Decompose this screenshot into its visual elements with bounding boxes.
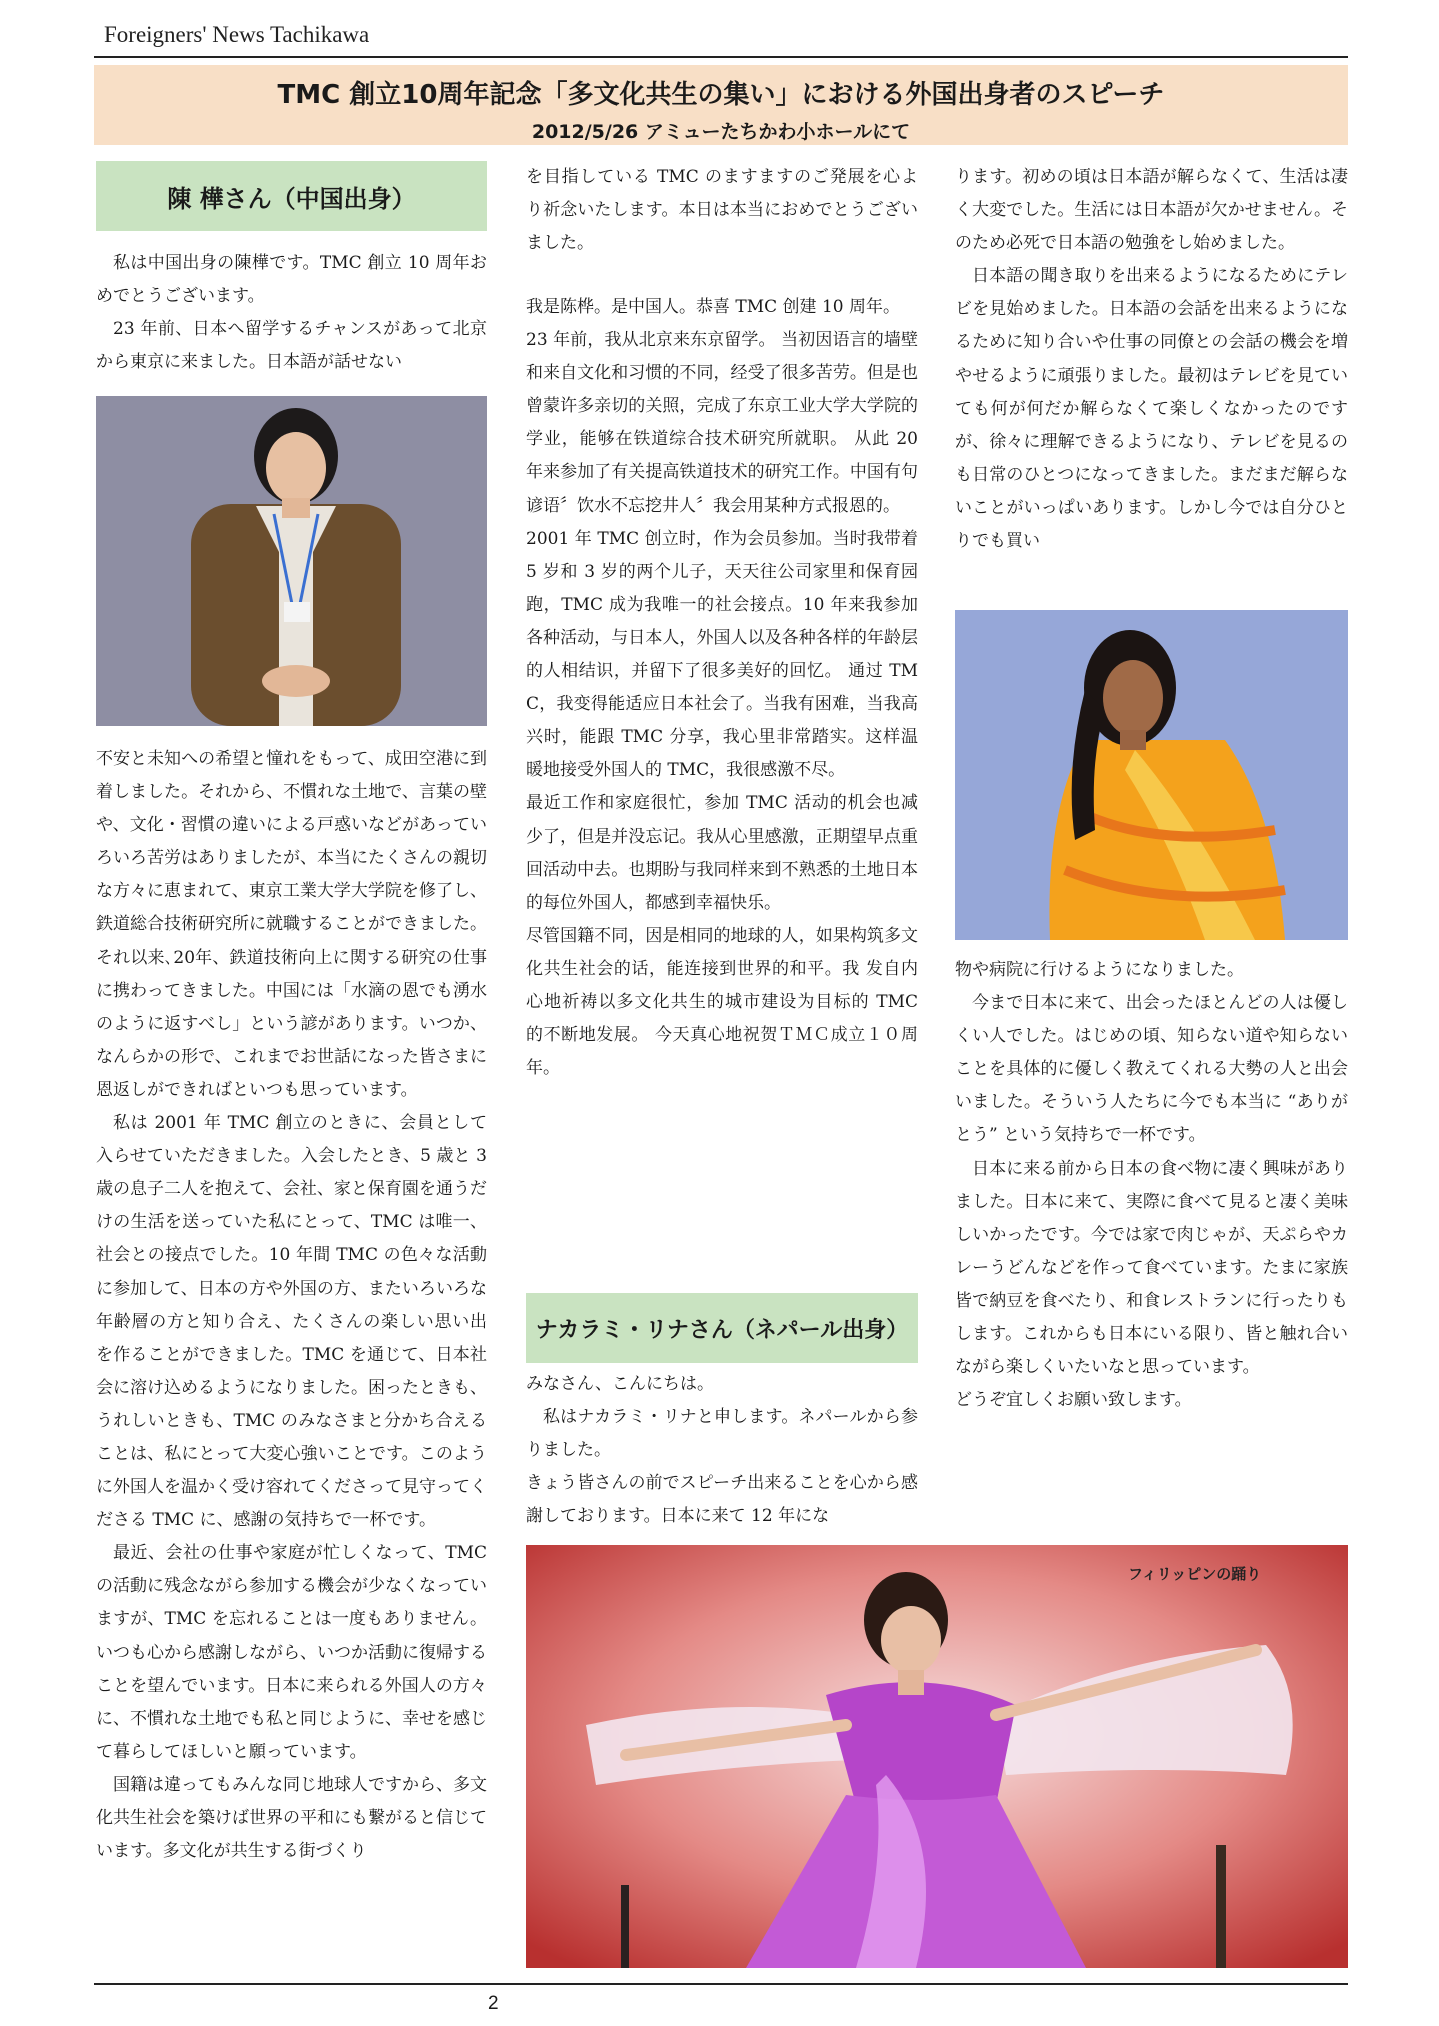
speaker1-closing [526, 161, 918, 260]
paragraph: 私は中国出身の陳樺です。TMC 創立 10 周年おめでとうございます。 [96, 253, 487, 307]
paragraph: 最近、会社の仕事や家庭が忙しくなって、TMC の活動に残念ながら参加する機会が少なくなっていますが、TMC を忘れることは一度もありません。いつも心から感謝しながら、いつか活動に復帰することを望んでいます。日本に来られる外国人の方々に、不慣れな土地でも私と同じように、幸せを感じて暮らしてほしいと願っています。 [96, 1543, 487, 1762]
paragraph: 今まで日本に来て、出会ったほとんどの人は優しくい人でした。はじめの頃、知らない道や知らないことを具体的に優しく教えてくれる大勢の人と出会いました。そういう人たちに今でも本当に “ありがとう” という気持ちで一杯です。 [955, 993, 1348, 1146]
paragraph: 国籍は違ってもみんな同じ地球人ですから、多文化共生社会を築けば世界の平和にも繋がると信じています。多文化が共生する街づくり [96, 1774, 487, 1862]
title-banner [94, 65, 1348, 145]
paragraph: 日本語の聞き取りを出来るようになるためにテレビを見始めました。日本語の会話を出来るようになるために知り合いや仕事の同僚との会話の機会を増やせるように頑張りました。最初はテレビを見ていても何が何だか解らなくて楽しくなかったのですが、徐々に理解できるようになり、テレビを見るのも日常のひとつになってきました。まだまだ解らないことがいっぱいあります。しかし今では自分ひとりでも買い [955, 266, 1348, 552]
bottom-rule [94, 1983, 1348, 1985]
paragraph: 私はナカラミ・リナと申します。ネパールから参りました。 [526, 1407, 918, 1461]
article-subtitle: 2012/5/26 アミューたちかわ小ホールにて [531, 121, 911, 143]
speaker1-body [96, 743, 487, 1868]
speaker1-intro [96, 247, 487, 379]
paragraph: 2001 年 TMC 创立时，作为会员参加。当时我带着 5 岁和 3 岁的两个儿子，天天往公司家里和保育园跑，TMC 成为我唯一的社会接点。10 年来我参加各种活动，与日本人，外国人以及各种各样的年龄层的人相结识，并留下了很多美好的回忆。 通过 TMC，我变得能适应日本社会了。当我有困难，当我高兴时，能跟 TMC 分享，我心里非常踏实。这样温暖地接受外国人的 TMC，我很感激不尽。 [526, 528, 918, 781]
page-number: 2 [488, 1993, 499, 2014]
masthead: Foreigners' News Tachikawa [104, 22, 370, 47]
paragraph: きょう皆さんの前でスピーチ出来ることを心から感謝しております。日本に来て 12 年にな [526, 1473, 918, 1527]
paragraph: 私は 2001 年 TMC 創立のときに、会員として入らせていただきました。入会したとき、5 歳と 3 歳の息子二人を抱えて、会社、家と保育園を通うだけの生活を送っていた私にとって、TMC は唯一、社会との接点でした。10 年間 TMC の色々な活動に参加して、日本の方や外国の方、またいろいろな年齢層の方と知り合え、たくさんの楽しい思い出を作ることができました。TMC を通じて、日本社会に溶け込めるようになりました。困ったときも、うれしいときも、TMC のみなさまと分かち合えることは、私にとって大変心強いことです。このように外国人を温かく受け容れてくださって見守ってくださる TMC に、感謝の気持ちで一杯です。 [96, 1113, 487, 1531]
speaker1-chinese [526, 291, 918, 1085]
paragraph: 我是陈桦。是中国人。恭喜 TMC 创建 10 周年。 [526, 297, 900, 317]
speaker2-intro [526, 1368, 918, 1533]
speaker2-photo [955, 610, 1348, 940]
paragraph: 23 年前、日本へ留学するチャンスがあって北京から東京に来ました。日本語が話せない [96, 319, 487, 373]
dancer-icon [526, 1545, 1348, 1968]
paragraph: 23 年前，我从北京来东京留学。 当初因语言的墙壁和来自文化和习惯的不同，经受了很多苦劳。但是也曾蒙许多亲切的关照，完成了东京工业大学大学院的学业，能够在铁道综合技术研究所就职。 从此 20 年来参加了有关提高铁道技术的研究工作。中国有句谚语〞饮水不忘挖井人〞我会用某种方式报恩的。 [526, 330, 918, 516]
speaker2-heading: ナカラミ・リナさん（ネパール出身） [526, 1293, 918, 1363]
paragraph: 物や病院に行けるようになりました。 [955, 960, 1244, 980]
speaker2-body-top [955, 161, 1348, 558]
speaker1-heading: 陳 樺さん（中国出身） [96, 161, 487, 231]
speaker2-body-bottom [955, 954, 1348, 1417]
paragraph: 不安と未知への希望と憧れをもって、成田空港に到着しました。それから、不慣れな土地で、言葉の壁や、文化・習慣の違いによる戸惑いなどがあっていろいろ苦労はありましたが、本当にたくさんの親切な方々に恵まれて、東京工業大学大学院を修了し、鉄道総合技術研究所に就職することができました。それ以来､20年、鉄道技術向上に関する研究の仕事に携わってきました。中国には「水滴の恩でも湧水のように返すべし」という諺があります。いつか、なんらかの形で、これまでお世話になった皆さまに恩返しができればといつも思っています。 [96, 749, 487, 1100]
paragraph: を目指している TMC のますますのご発展を心より祈念いたします。本日は本当におめでとうございました。 [526, 167, 918, 254]
woman-in-sari-icon [955, 610, 1348, 940]
article-title: TMC 創立10周年記念「多文化共生の集い」における外国出身者のスピーチ [277, 80, 1165, 110]
photo-caption: フィリッピンの踊り [1128, 1565, 1262, 1583]
paragraph: ります。初めの頃は日本語が解らなくて、生活は凄く大変でした。生活には日本語が欠かせません。そのため必死で日本語の勉強をし始めました。 [955, 167, 1348, 254]
paragraph: みなさん、こんにちは。 [526, 1374, 715, 1394]
paragraph: 尽管国籍不同，因是相同的地球的人，如果构筑多文化共生社会的话，能连接到世界的和平。我 发自内心地祈祷以多文化共生的城市建设为目标的 TMC 的不断地发展。 今天真心地祝贺ＴＭＣ成立１０周年。 [526, 925, 918, 1079]
woman-portrait-icon [96, 396, 487, 726]
paragraph: どうぞ宜しくお願い致します。 [955, 1390, 1192, 1411]
paragraph: 日本に来る前から日本の食べ物に凄く興味がありました。日本に来て、実際に食べて見ると凄く美味しいかったです。今では家で肉じゃが、天ぷらやカレーうどんなどを作って食べています。たまに家族皆で納豆を食べたり、和食レストランに行ったりもします。これからも日本にいる限り、皆と触れ合いながら楽しくいたいなと思っています。 [955, 1158, 1348, 1378]
top-rule [94, 56, 1348, 58]
speaker1-photo [96, 396, 487, 726]
dance-photo [526, 1545, 1348, 1968]
paragraph: 最近工作和家庭很忙，参加 TMC 活动的机会也减少了，但是并没忘记。我从心里感激，正期望早点重回活动中去。也期盼与我同样来到不熟悉的土地日本的每位外国人，都感到幸福快乐。 [526, 793, 918, 913]
